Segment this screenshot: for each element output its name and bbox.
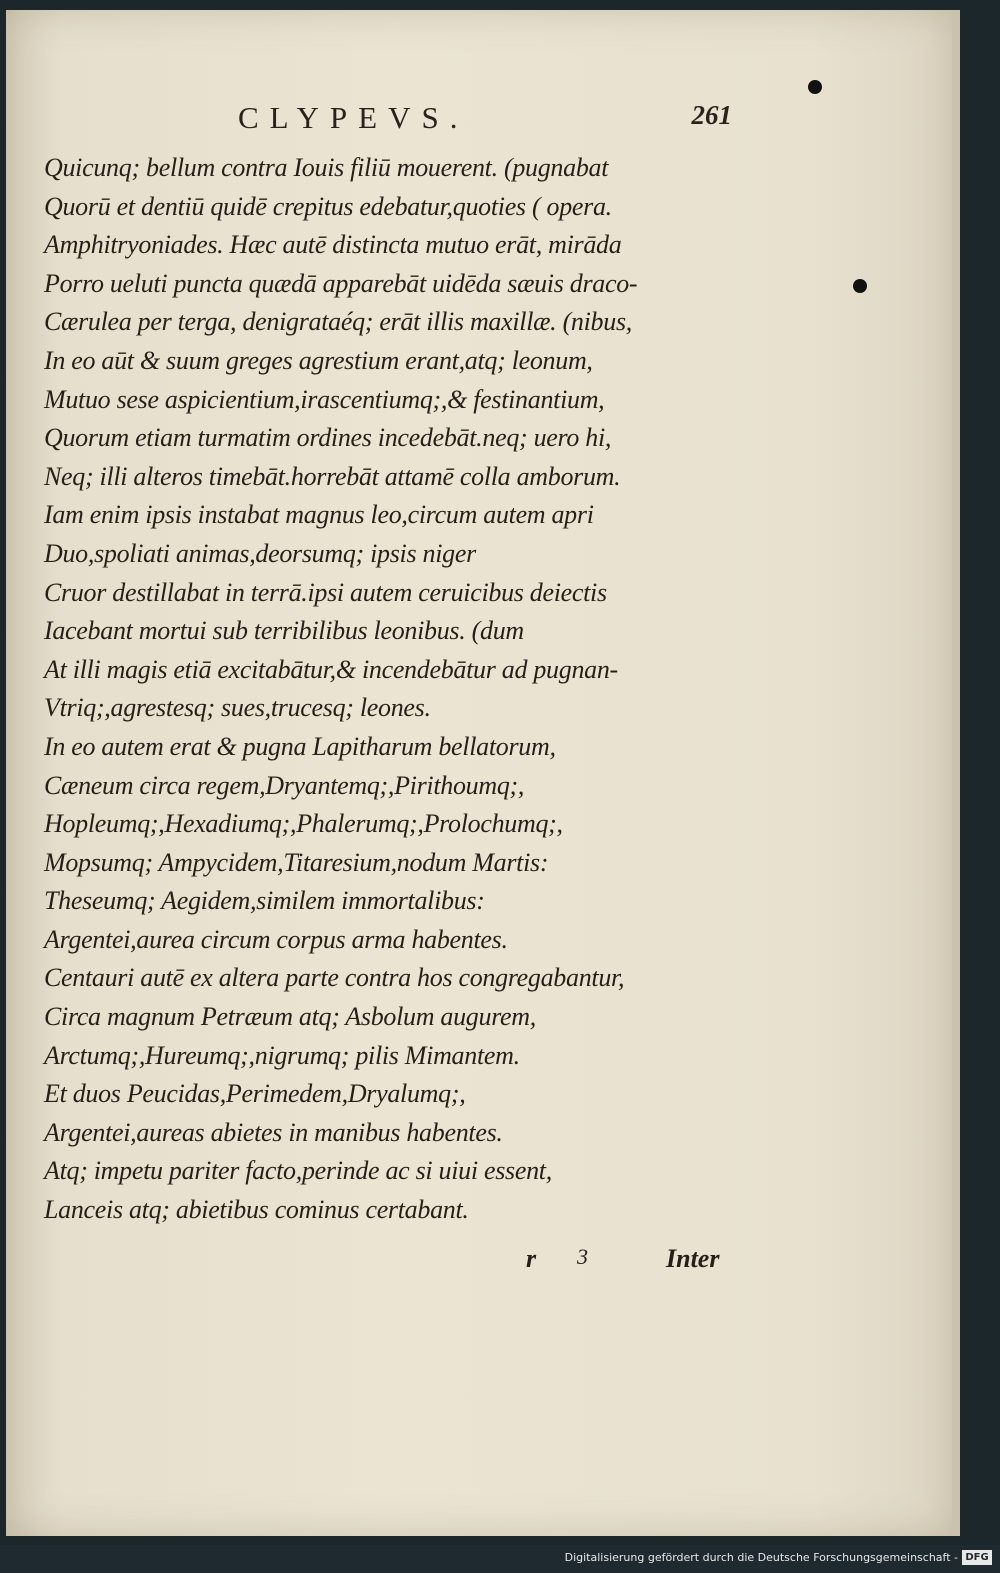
verse-line: Atq; impetu pariter facto,perinde ac si uiui essent,	[44, 1156, 552, 1186]
verse-line: Quorū et dentiū quidē crepitus edebatur,quoties ( opera.	[44, 191, 612, 221]
verse-line: Vtriq;,agrestesq; sues,trucesq; leones.	[44, 693, 431, 723]
verse-line: Cærulea per terga, denigrataéq; erāt illis maxillæ. (nibus,	[44, 307, 632, 337]
verse-line: At illi magis etiā excitabātur,& incendebātur ad pugnan-	[44, 654, 618, 684]
verse-line: Argentei,aureas abietes in manibus habentes.	[44, 1117, 503, 1147]
verse-line: Duo,spoliati animas,deorsumq; ipsis niger	[44, 538, 476, 568]
page-header	[238, 100, 738, 144]
verse-line: Cruor destillabat in terrā.ipsi autem ceruicibus deiectis	[44, 577, 607, 607]
verse-line: Iacebant mortui sub terribilibus leonibus. (dum	[44, 616, 524, 646]
signature-number: 3	[577, 1244, 588, 1269]
verse-line: Circa magnum Petræum atq; Asbolum augurem,	[44, 1002, 536, 1032]
credit-text: Digitalisierung gefördert durch die Deutsche Forschungsgemeinschaft -	[564, 1551, 958, 1564]
verse-line: Iam enim ipsis instabat magnus leo,circum autem apri	[44, 500, 594, 530]
signature-mark: r	[526, 1244, 537, 1273]
verse-line: Hopleumq;,Hexadiumq;,Phalerumq;,Prolochumq;,	[44, 809, 563, 839]
verse-line: Amphitryoniades. Hæc autē distincta mutuo erāt, mirāda	[44, 230, 622, 260]
verse-text-block	[44, 149, 744, 1230]
verse-line: Mutuo sese aspicientium,irascentiumq;,& festinantium,	[44, 384, 605, 414]
verse-line: Et duos Peucidas,Perimedem,Dryalumq;,	[44, 1079, 466, 1109]
verse-line: Arctumq;,Hureumq;,nigrumq; pilis Mimantem.	[44, 1040, 520, 1070]
page-number: 261	[691, 100, 732, 130]
credit-bar	[0, 1545, 1000, 1573]
verse-line: Argentei,aurea circum corpus arma habentes.	[44, 924, 508, 954]
verse-line: Porro ueluti puncta quædā apparebāt uidēda sæuis draco-	[44, 268, 638, 298]
verse-line: Centauri autē ex altera parte contra hos congregabantur,	[44, 963, 625, 993]
verse-line: Theseumq; Aegidem,similem immortalibus:	[44, 886, 485, 916]
dfg-logo-icon: DFG	[962, 1550, 992, 1565]
verse-line: Quicunq; bellum contra Iouis filiū mouerent. (pugnabat	[44, 153, 609, 182]
verse-line: Quorum etiam turmatim ordines incedebāt.neq; uero hi,	[44, 423, 612, 453]
verse-line: In eo aūt & suum greges agrestium erant,atq; leonum,	[44, 345, 593, 375]
ink-dot-mark	[808, 80, 822, 94]
verse-line: Lanceis atq; abietibus cominus certabant.	[44, 1195, 469, 1225]
verse-line: In eo autem erat & pugna Lapitharum bellatorum,	[44, 731, 556, 761]
page-edge	[952, 10, 960, 1536]
ink-dot-mark	[853, 279, 867, 293]
catchword: Inter	[666, 1244, 720, 1273]
page-footer	[44, 1244, 734, 1284]
running-title: CLYPEVS.	[238, 100, 469, 135]
verse-line: Cæneum circa regem,Dryantemq;,Pirithoumq;,	[44, 770, 525, 800]
verse-line: Neq; illi alteros timebāt.horrebāt attamē colla amborum.	[44, 461, 621, 491]
verse-line: Mopsumq; Ampycidem,Titaresium,nodum Martis:	[44, 847, 549, 877]
